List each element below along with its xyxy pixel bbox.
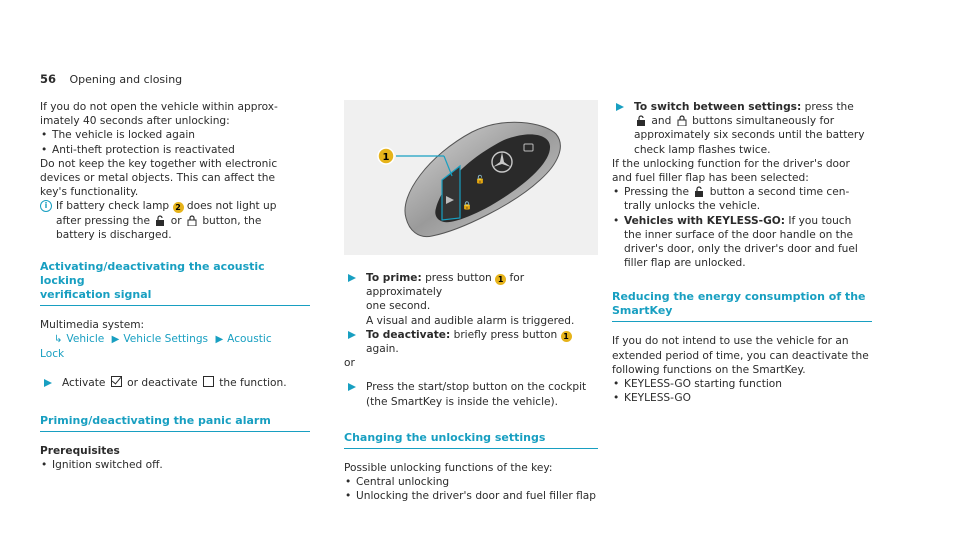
bullet-dot-icon: • — [345, 490, 352, 503]
section-heading-acoustic: Activating/deactivating the acoustic locking verification signal — [40, 260, 310, 306]
bullet-dot-icon: • — [41, 129, 48, 142]
step-start-stop: Press the start/stop button on the cockpit (the SmartKey is inside the vehicle). — [344, 380, 598, 408]
step-switch-settings: To switch between settings: press the and buttons simultaneously for approximately six seconds until the battery check lamp flashes twice. — [612, 100, 872, 157]
svg-text:🔒: 🔒 — [462, 201, 472, 210]
or-separator: or — [344, 357, 355, 370]
callout-badge: 2 — [173, 202, 184, 213]
section-title: Opening and closing — [69, 73, 183, 86]
unlock-icon — [694, 186, 704, 197]
info-note: i If battery check lamp 2 does not light up after pressing the or button, the battery is discharged. — [40, 199, 310, 242]
step-arrow-icon — [348, 274, 356, 282]
unchecked-box-icon — [203, 376, 214, 387]
svg-text:🔓: 🔓 — [475, 175, 485, 184]
prerequisites-title: Prerequisites — [40, 444, 120, 457]
bullet-dot-icon: • — [613, 186, 620, 199]
step-arrow-icon — [348, 383, 356, 391]
step-activate: Activate or deactivate the function. — [40, 376, 310, 390]
list-item: • The vehicle is locked again — [41, 129, 195, 142]
list-item: • KEYLESS-GO — [613, 392, 691, 405]
bullet-dot-icon: • — [613, 378, 620, 391]
step-arrow-icon — [348, 331, 356, 339]
list-item: • Central unlocking — [345, 476, 450, 489]
column-right — [612, 100, 872, 405]
callout-badge: 1 — [495, 274, 506, 285]
menu-path-continued: Lock — [40, 348, 65, 361]
list-item: • Unlocking the driver's door and fuel filler flap — [345, 490, 596, 503]
bullet-dot-icon: • — [613, 214, 620, 227]
bullet-dot-icon: • — [41, 143, 48, 156]
lock-icon — [187, 215, 197, 226]
callout-badge: 1 — [561, 331, 572, 342]
list-item: • Anti-theft protection is reactivated — [41, 143, 235, 156]
callout-1-label: 1 — [382, 152, 390, 163]
menu-path-arrow-icon: ▶ — [215, 334, 224, 346]
intro-paragraph: If you do not open the vehicle within approx- imately 40 seconds after unlocking: — [40, 101, 278, 128]
list-item: • KEYLESS-GO starting function — [613, 378, 782, 391]
bullet-dot-icon: • — [613, 392, 620, 405]
key-warning-paragraph: Do not keep the key together with electronic devices or metal objects. This can affect the key's functionality. — [40, 157, 278, 199]
smartkey-image — [344, 100, 598, 255]
reduce-energy-text: If you do not intend to use the vehicle for an extended period of time, you can deactivate the following functions on the SmartKey. — [612, 335, 869, 376]
step-arrow-icon — [616, 103, 624, 111]
menu-return-arrow-icon: ↳ — [54, 334, 63, 346]
column-left — [40, 100, 310, 472]
step-arrow-icon — [44, 379, 52, 387]
menu-path-arrow-icon: ▶ — [111, 334, 120, 346]
section-heading-energy: Reducing the energy consumption of the SmartKey — [612, 290, 872, 322]
step-prime: To prime: press button 1 for approximately one second. A visual and audible alarm is triggered. — [344, 271, 598, 328]
list-item: • Ignition switched off. — [41, 459, 163, 472]
possible-functions-text: Possible unlocking functions of the key: — [344, 461, 553, 474]
step-deactivate: To deactivate: briefly press button 1 again. — [344, 328, 598, 356]
smartkey-illustration — [344, 100, 598, 255]
bullet-dot-icon: • — [41, 459, 48, 472]
list-item: • Pressing the button a second time cen- trally unlocks the vehicle. — [613, 186, 850, 213]
selected-condition-text: If the unlocking function for the driver's door and fuel filler flap has been selected: — [612, 157, 850, 185]
checked-box-icon — [111, 376, 122, 387]
column-middle — [344, 100, 598, 503]
unlock-icon — [636, 115, 646, 126]
lock-icon — [677, 115, 687, 126]
section-heading-panic-alarm: Priming/deactivating the panic alarm — [40, 414, 310, 432]
list-item: • Vehicles with KEYLESS-GO: If you touch the inner surface of the door handle on the driver's door, only the driver's door and fuel filler flap are unlocked. — [613, 214, 858, 270]
unlock-icon — [155, 215, 165, 226]
info-icon: i — [40, 200, 52, 212]
page-number: 56 — [40, 72, 57, 86]
multimedia-label: Multimedia system: — [40, 319, 145, 332]
page-header — [40, 72, 182, 87]
menu-path: ↳ Vehicle ▶ Vehicle Settings ▶ Acoustic — [54, 333, 272, 346]
bullet-dot-icon: • — [345, 476, 352, 489]
section-heading-unlocking-settings: Changing the unlocking settings — [344, 431, 598, 449]
